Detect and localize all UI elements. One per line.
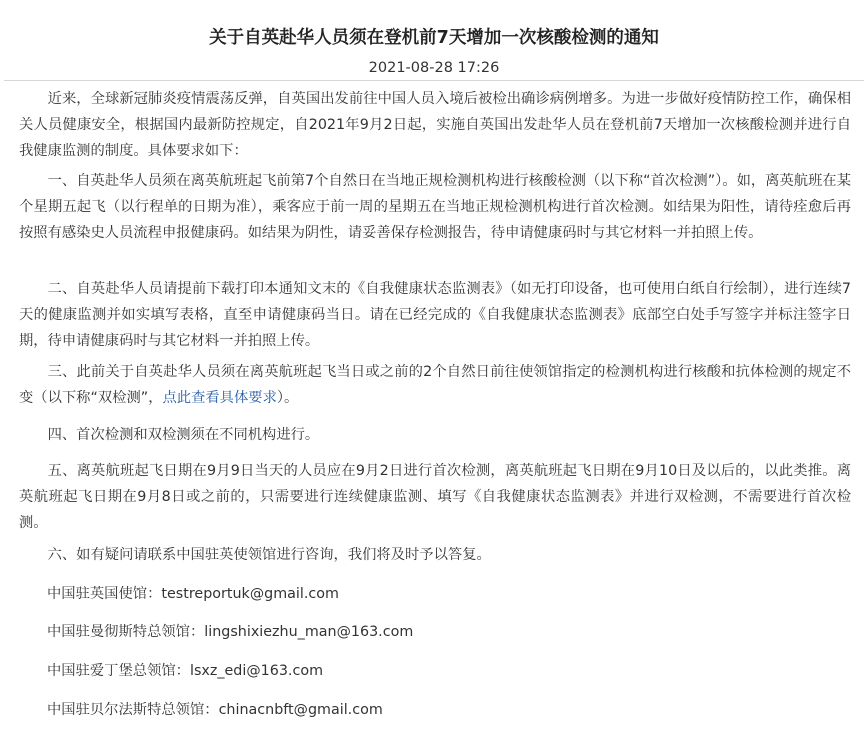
title-divider (4, 80, 864, 81)
view-requirements-link[interactable]: 点此查看具体要求 (162, 390, 277, 406)
contact-line (47, 619, 413, 645)
contact-email: chinacnbft@gmail.com (218, 702, 383, 718)
requirement-2-paragraph: 二、自英赴华人员请提前下载打印本通知文末的《自我健康状态监测表》（如无打印设备，也可使用白纸自行绘制），进行连续7天的健康监测并如实填写表格，直至申请健康码当日。请在已经完成的《自我健康状态监测表》底部空白处手写签字并标注签字日期，待申请健康码时与其它材料一并拍照上传。 (19, 281, 851, 349)
contact-line (47, 658, 323, 684)
intro-paragraph: 近来，全球新冠肺炎疫情震荡反弹，自英国出发前往中国人员入境后被检出确诊病例增多。为进一步做好疫情防控工作，确保相关人员健康安全，根据国内最新防控规定，自2021年9月2日起，实施自英国出发赴华人员在登机前7天增加一次核酸检测并进行自我健康监测的制度。具体要求如下： (19, 91, 851, 159)
contact-label: 中国驻曼彻斯特总领馆： (47, 624, 205, 640)
page-title: 关于自英赴华人员须在登机前7天增加一次核酸检测的通知 (209, 28, 659, 48)
contact-label: 中国驻贝尔法斯特总领馆： (47, 702, 219, 718)
requirement-6-paragraph: 六、如有疑问请联系中国驻英使领馆进行咨询，我们将及时予以答复。 (47, 547, 491, 563)
contact-line (47, 581, 339, 607)
contact-label: 中国驻爱丁堡总领馆： (47, 663, 190, 679)
requirement-1-paragraph: 一、自英赴华人员须在离英航班起飞前第7个自然日在当地正规检测机构进行核酸检测（以下称“首次检测”）。如，离英航班在某个星期五起飞（以行程单的日期为准），乘客应于前一周的星期五在当地正规检测机构进行首次检测。如结果为阳性，请待痊愈后再按照有感染史人员流程申报健康码。如结果为阴性，请妥善保存检测报告，待申请健康码时与其它材料一并拍照上传。 (19, 173, 851, 241)
contact-email: lsxz_edi@163.com (189, 663, 324, 679)
contact-label: 中国驻英国使馆： (47, 586, 162, 602)
requirement-3-closing: ）。 (276, 390, 299, 406)
publish-date: 2021-08-28 17:26 (368, 60, 500, 76)
contact-line (47, 697, 383, 723)
requirement-4-paragraph: 四、首次检测和双检测须在不同机构进行。 (47, 427, 320, 443)
contact-email: lingshixiezhu_man@163.com (204, 624, 414, 640)
requirement-3-paragraph (19, 359, 851, 411)
requirement-5-paragraph: 五、离英航班起飞日期在9月9日当天的人员应在9月2日进行首次检测，离英航班起飞日期在9月10日及以后的，以此类推。离英航班起飞日期在9月8日或之前的，只需要进行连续健康监测、填写《自我健康状态监测表》并进行双检测，不需要进行首次检测。 (19, 463, 851, 531)
requirement-3-text: 三、此前关于自英赴华人员须在离英航班起飞当日或之前的2个自然日前往使领馆指定的检测机构进行核酸和抗体检测的规定不变（以下称“双检测”， (19, 364, 851, 406)
contact-email: testreportuk@gmail.com (161, 586, 339, 602)
